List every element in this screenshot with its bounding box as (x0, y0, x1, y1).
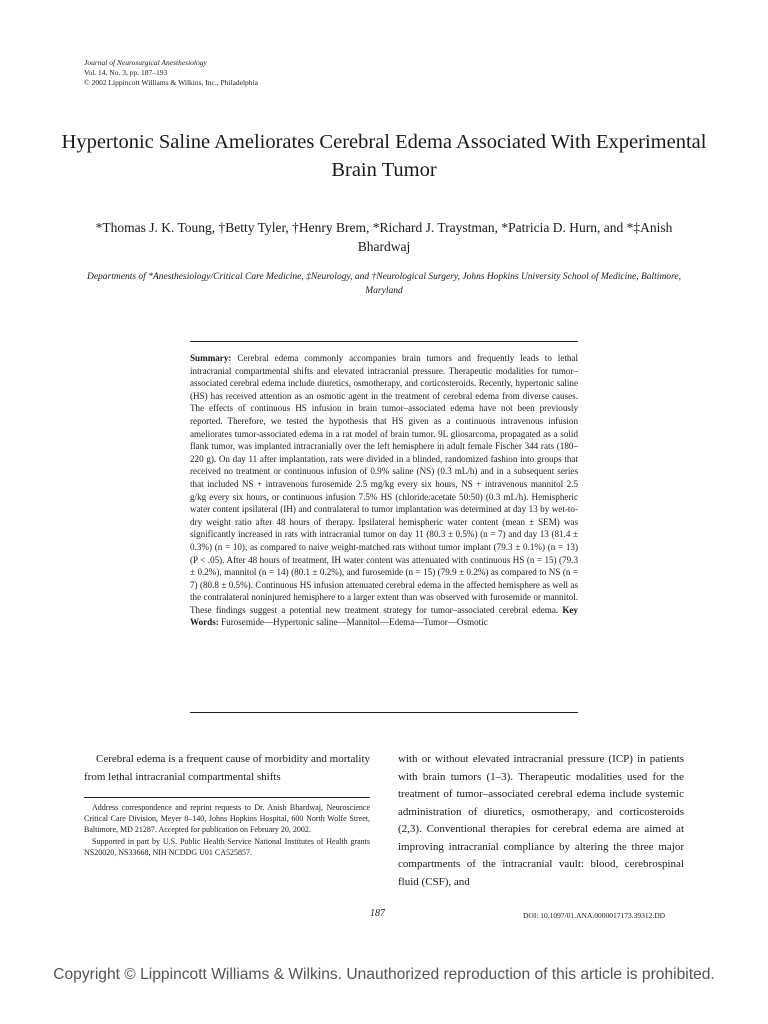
author-list: *Thomas J. K. Toung, †Betty Tyler, †Henry Brem, *Richard J. Traystman, *Patricia D. Hurn, and *‡Anish Bhardwaj (95, 220, 673, 254)
journal-volume: Vol. 14, No. 3, pp. 187–193 (84, 68, 168, 77)
footnotes (84, 802, 370, 858)
summary-label: Summary: (190, 353, 232, 363)
summary-text: Cerebral edema commonly accompanies brain tumors and frequently leads to lethal intracranial compartmental shifts and elevated intracranial pressure. Therapeutic modalities for tumor–associated cerebral edema include diuretics, osmotherapy, and corticosteroids. Recently, hypertonic saline (HS) has received attention as an osmotic agent in the treatment of cerebral edema from diverse causes. The effects of continuous HS infusion in brain tumor–associated edema have not been previously reported. Therefore, we tested the hypothesis that HS given as a continuous intravenous infusion ameliorates tumor-associated edema in a rat model of brain tumor. 9L gliosarcoma, propagated as a solid flank tumor, was implanted intracranially over the left hemisphere in adult female Fischer 344 rats (180–220 g). On day 11 after implantation, rats were divided in a blinded, randomized fashion into groups that received no treatment or continuous infusion of 0.9% saline (NS) (0.3 mL/h) and in a subsequent series that included NS + intravenous furosemide 2.5 mg/kg every six hours, NS + intravenous mannitol 2.5 g/kg every six hours, or continuous infusion 7.5% HS (chloride:acetate 50:50) (0.3 mL/h). Hemispheric water content ipsilateral (IH) and contralateral to tumor implantation was determined at day 13 by wet-to-dry weight ratio after 48 hours of therapy. Ipsilateral hemispheric water content (mean ± SEM) was significantly increased in rats with intracranial tumor on day 11 (80.3 ± 0.5%) (n = 7) and day 13 (81.4 ± 0.3%) (n = 10), as compared to naive weight-matched rats without tumor implant (79.3 ± 0.1%) (n = 13) (P < .05). After 48 hours of treatment, IH water content was attenuated with continuous HS (n = 15) (79.3 ± 0.2%), mannitol (n = 14) (80.1 ± 0.2%), and furosemide (n = 15) (79.9 ± 0.2%) as compared to NS (n = 7) (80.8 ± 0.5%). Continuous HS infusion attenuated cerebral edema in the affected hemisphere as well as the contralateral noninjured hemisphere to a larger extent than was observed with furosemide or mannitol. These findings suggest a potential new treatment strategy for tumor–associated cerebral edema. (190, 353, 578, 615)
journal-name: Journal of Neurosurgical Anesthesiology (84, 58, 207, 67)
body-paragraph-left: Cerebral edema is a frequent cause of morbidity and mortality from lethal intracranial compartmental shifts (84, 753, 370, 783)
affiliations: Departments of *Anesthesiology/Critical Care Medicine, ‡Neurology, and †Neurological Surgery, Johns Hopkins University School of Medicine, Baltimore, Maryland (86, 272, 681, 296)
copyright-watermark: Copyright © Lippincott Williams & Wilkins. Unauthorized reproduction of this article is prohibited. (53, 966, 715, 983)
footnote-rule (84, 797, 370, 798)
journal-copyright: © 2002 Lippincott Williams & Wilkins, Inc., Philadelphia (84, 78, 258, 87)
body-paragraph-right: with or without elevated intracranial pressure (ICP) in patients with brain tumors (1–3). Therapeutic modalities used for the treatment of tumor–associated cerebral edema include systemic administration of diuretics, osmotherapy, and corticosteroids (2,3). Conventional therapies for cerebral edema are aimed at improving intracranial compliance by altering the three major compartments of the intracranial vault: blood, cerebrospinal fluid (CSF), and (398, 753, 684, 888)
article-title: Hypertonic Saline Ameliorates Cerebral Edema Associated With Experimental Brain Tumor (61, 131, 707, 181)
keywords-text: Furosemide—Hypertonic saline—Mannitol—Edema—Tumor—Osmotic (221, 617, 488, 628)
correspondence-footnote: Address correspondence and reprint requests to Dr. Anish Bhardwaj, Neuroscience Critical Care Division, Meyer 8–140, Johns Hopkins Hospital, 600 North Wolfe Street, Baltimore, MD 21287. Accepted for publication on February 20, 2002. (84, 803, 370, 835)
doi-label: DOI: 10.1097/01.ANA.0000017173.39312.DD (523, 911, 666, 920)
body-right-column (398, 751, 684, 891)
page-number: 187 (370, 908, 385, 919)
keywords-label: Key Words: (190, 604, 578, 628)
support-footnote: Supported in part by U.S. Public Health Service National Institutes of Health grants NS20020, NS33668, NIH NCDDG U01 CA525857. (84, 836, 370, 857)
summary-top-rule (190, 341, 578, 342)
journal-header (84, 58, 258, 88)
summary-bottom-rule (190, 712, 578, 713)
body-left-column (84, 751, 370, 786)
abstract-summary (190, 352, 578, 629)
